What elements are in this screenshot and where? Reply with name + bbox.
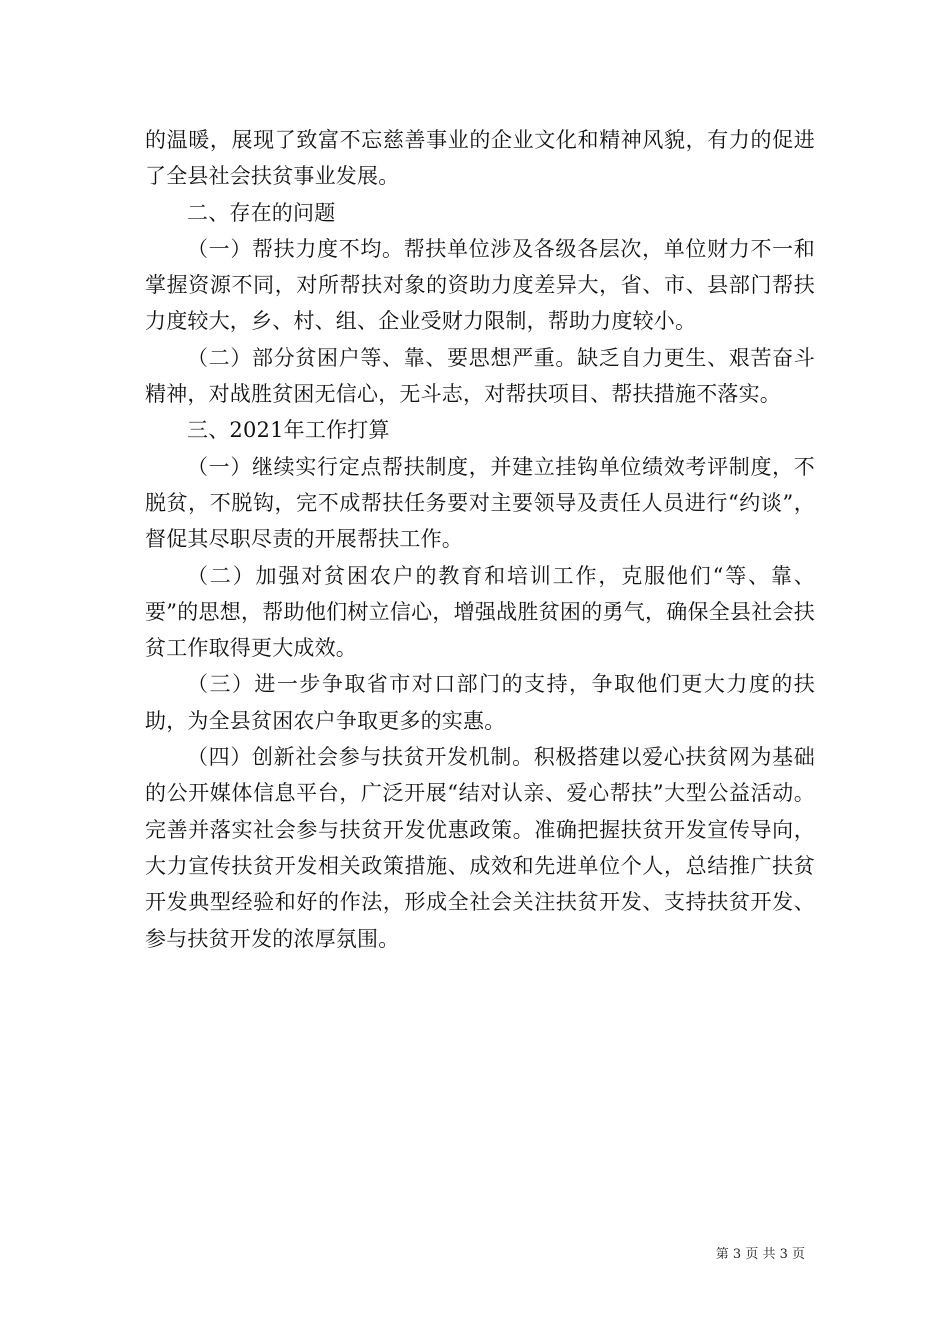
page-number-footer: 第 3 页 共 3 页 <box>715 1247 805 1262</box>
paragraph-problem-2: （二）部分贫困户等、靠、要思想严重。缺乏自力更生、艰苦奋斗精神，对战胜贫困无信心，无斗志，对帮扶项目、帮扶措施不落实。 <box>145 345 815 407</box>
paragraph-plan-2: （二）加强对贫困农户的教育和培训工作，克服他们“等、靠、要”的思想，帮助他们树立信心，增强战胜贫困的勇气，确保全县社会扶贫工作取得更大成效。 <box>145 563 815 661</box>
section-heading-plans: 三、2021年工作打算 <box>187 418 390 443</box>
paragraph-plan-1: （一）继续实行定点帮扶制度，并建立挂钩单位绩效考评制度，不脱贫，不脱钩，完不成帮扶任务要对主要领导及责任人员进行“约谈”，督促其尽职尽责的开展帮扶工作。 <box>145 454 815 552</box>
paragraph-plan-3: （三）进一步争取省市对口部门的支持，争取他们更大力度的扶助，为全县贫困农户争取更多的实惠。 <box>145 672 815 733</box>
paragraph-problem-1: （一）帮扶力度不均。帮扶单位涉及各级各层次，单位财力不一和掌握资源不同，对所帮扶对象的资助力度差异大，省、市、县部门帮扶力度较大，乡、村、组、企业受财力限制，帮助力度较小。 <box>145 236 815 334</box>
paragraph-plan-4: （四）创新社会参与扶贫开发机制。积极搭建以爱心扶贫网为基础的公开媒体信息平台，广泛开展“结对认亲、爱心帮扶”大型公益活动。完善并落实社会参与扶贫开发优惠政策。准确把握扶贫开发宣传导向，大力宣传扶贫开发相关政策措施、成效和先进单位个人，总结推广扶贫开发典型经验和好的作法，形成全社会关注扶贫开发、支持扶贫开发、参与扶贫开发的浓厚氛围。 <box>145 745 815 951</box>
paragraph-continuation: 的温暖，展现了致富不忘慈善事业的企业文化和精神风貌，有力的促进了全县社会扶贫事业发展。 <box>145 128 815 189</box>
document-body <box>145 122 815 957</box>
section-heading-problems: 二、存在的问题 <box>187 200 336 225</box>
